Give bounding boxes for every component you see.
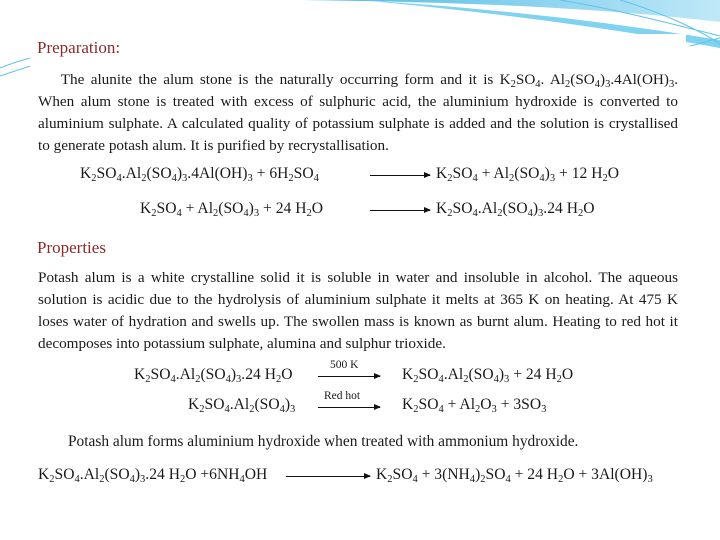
equation-5-products: $K_2SO_4 + 3(NH_4)_2SO_4 + 24$ $H_2O + 3Al(OH)_3$ — [376, 466, 653, 485]
equation-2-products: $K_2SO_4.Al_2(SO_4)_3.24$ $H_2O$ — [436, 200, 595, 219]
equation-3-products: $K_2SO_4.Al_2(SO_4)_3 + 24$ $H_2O$ — [402, 366, 574, 385]
equation-5-reactants: $K_2SO_4.Al_2(SO_4)_3.24$ $H_2O +6NH_4OH$ — [38, 466, 268, 485]
equation-2-reactants: $K_2SO_4 + Al_2(SO_4)_3 + 24$ $H_2O$ — [140, 200, 323, 219]
document-page — [30, 34, 686, 496]
ammonium-note: Potash alum forms aluminium hydroxide when treated with ammonium hydroxide. — [68, 433, 579, 450]
equation-4-arrow — [318, 407, 380, 408]
equation-4-reactants: $K_2SO_4.Al_2(SO_4)_3$ — [188, 396, 296, 415]
equation-3-condition: 500 K — [330, 359, 359, 371]
equation-1-products: $K_2SO_4 + Al_2(SO_4)_3 + 12$ $H_2O$ — [436, 165, 619, 184]
preparation-heading: Preparation: — [37, 38, 121, 57]
equation-1-reactants: $K_2SO_4.Al_2(SO_4)_3.4Al(OH)_3 + 6H_2SO_4$ — [80, 165, 319, 184]
equation-3-reactants: $K_2SO_4.Al_2(SO_4)_3.24$ $H_2O$ — [134, 366, 293, 385]
equation-5-arrow — [286, 476, 370, 477]
preparation-paragraph: The alunite the alum stone is the naturally occurring form and it is $K_2SO_4$. $Al_2(SO_4)_3.4Al(OH)_3$. When alum stone is treated with excess of sulphuric acid, the aluminium hydroxide is converted to aluminium sulphate. A calculated quality of potassium sulphate is added and the solution is crystallised to generate potash alum. It is purified by recrystallisation. — [38, 71, 678, 154]
properties-paragraph: Potash alum is a white crystalline solid it is soluble in water and insoluble in alcohol. The aqueous solution is acidic due to the hydrolysis of aluminium sulphate it melts at 365 K on heating. At 475 K loses water of hydration and swells up. The swollen mass is known as burnt alum. Heating to red hot it decomposes into potassium sulphate, alumina and sulphur trioxide. — [38, 269, 678, 352]
equation-4-condition: Red hot — [324, 390, 361, 402]
equation-3-arrow — [318, 376, 380, 377]
properties-heading: Properties — [37, 238, 106, 257]
equation-2-arrow — [370, 210, 430, 211]
equation-4-products: $K_2SO_4 + Al_2O_3 + 3SO_3$ — [402, 396, 547, 415]
equation-1-arrow — [370, 175, 430, 176]
